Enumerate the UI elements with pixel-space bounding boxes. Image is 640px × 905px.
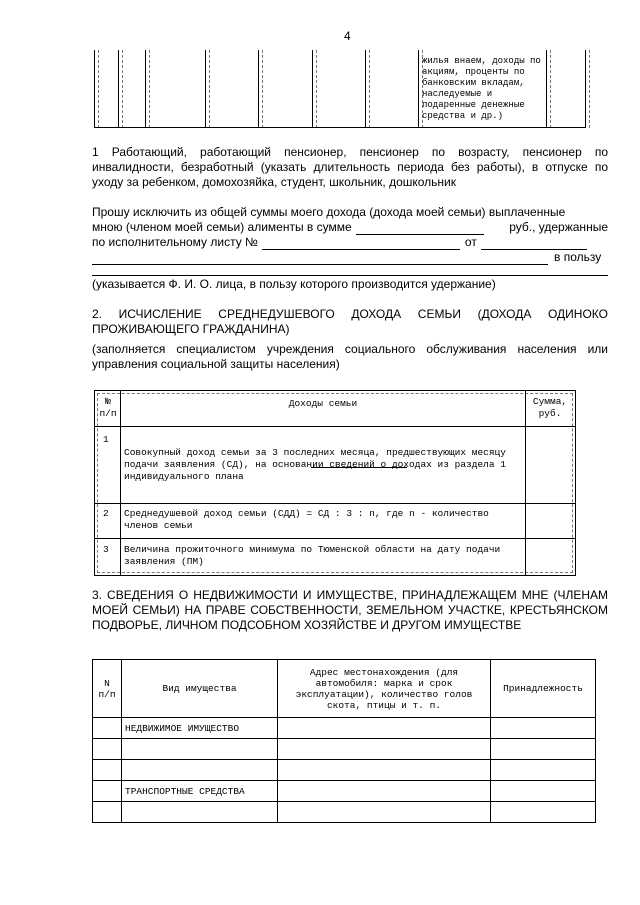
income-row-1-underline xyxy=(311,467,407,468)
income-row-1-text: Совокупный доход семьи за 3 последних месяца, предшествующих месяцу подачи заявления (СД), на основании сведений о доходах из раздела 1 индивидуального плана xyxy=(124,447,506,482)
property-row xyxy=(93,718,596,739)
footnote-text: 1 Работающий, работающий пенсионер, пенсионер по возрасту, пенсионер по инвалидности, безработный (указать длительность периода без работы), в отпуске по уходу за ребенком, домохозяйка, студент, школьник, дошкольник xyxy=(92,145,608,189)
property-row-kind: ТРАНСПОРТНЫЕ СРЕДСТВА xyxy=(122,781,278,802)
income-header-num: № п/п xyxy=(99,396,117,419)
property-row xyxy=(93,760,596,781)
recipient-note: (указывается Ф. И. О. лица, в пользу которого производится удержание) xyxy=(92,277,496,291)
property-row xyxy=(93,802,596,823)
income-row-2-num: 2 xyxy=(103,508,109,519)
income-row-2-sum[interactable] xyxy=(527,505,571,537)
alimony-amount-field[interactable] xyxy=(356,223,484,235)
property-header-num: N п/п xyxy=(93,660,122,718)
property-row xyxy=(93,739,596,760)
income-row-3-num: 3 xyxy=(103,544,109,555)
property-row-kind[interactable] xyxy=(122,802,278,823)
page-number: 4 xyxy=(344,29,351,43)
writ-number-field[interactable] xyxy=(262,238,460,250)
property-row-kind: НЕДВИЖИМОЕ ИМУЩЕСТВО xyxy=(122,718,278,739)
section2-title: 2. ИСЧИСЛЕНИЕ СРЕДНЕДУШЕВОГО ДОХОДА СЕМЬИ (ДОХОДА ОДИНОКО ПРОЖИВАЮЩЕГО ГРАЖДАНИНА) xyxy=(92,307,608,336)
recipient-field-1[interactable] xyxy=(92,253,548,265)
request-line-4: в пользу xyxy=(92,250,608,265)
income-row-3-text: Величина прожиточного минимума по Тюменской области на дату подачи заявления (ПМ) xyxy=(124,544,501,567)
income-header-income: Доходы семьи xyxy=(288,398,358,409)
income-row-1-sum[interactable] xyxy=(527,428,571,502)
property-header-address: Адрес местонахождения (для автомобиля: марка и срок эксплуатации), количество голов скота, птицы и т. п. xyxy=(278,660,491,718)
income-sources-text: жилья внаем, доходы по акциям, проценты по банковским вкладам, наследуемые и подаренные денежные средства и др.) xyxy=(422,56,541,121)
property-row-kind[interactable] xyxy=(122,760,278,781)
property-row xyxy=(93,781,596,802)
property-table xyxy=(92,659,596,823)
request-line-2: мною (членом моей семьи) алименты в сумме руб., удержанные xyxy=(92,220,608,234)
writ-date-field[interactable] xyxy=(481,238,587,250)
section3-title: 3. СВЕДЕНИЯ О НЕДВИЖИМОСТИ И ИМУЩЕСТВЕ, ПРИНАДЛЕЖАЩЕМ МНЕ (ЧЛЕНАМ МОЕЙ СЕМЬИ) НА ПРАВЕ СОБСТВЕННОСТИ, ЗЕМЕЛЬНОМ УЧАСТКЕ, КРЕСТЬЯНСКОМ ПОДВОРЬЕ, ЛИЧНОМ ПОДСОБНОМ ХОЗЯЙСТВЕ И ДРУГОМ ИМУЩЕСТВЕ xyxy=(92,588,608,632)
income-row-3-sum[interactable] xyxy=(527,540,571,572)
deduction-request xyxy=(92,205,608,291)
income-row-2-text: Среднедушевой доход семьи (СДД) = СД : 3 : n, где n - количество членов семьи xyxy=(124,508,489,531)
request-line-3: по исполнительному листу № от xyxy=(92,235,608,250)
income-row-1-num: 1 xyxy=(103,434,109,445)
property-header-owner: Принадлежность xyxy=(491,660,596,718)
recipient-field-2[interactable] xyxy=(92,275,608,276)
property-row-kind[interactable] xyxy=(122,739,278,760)
section2-subtitle: (заполняется специалистом учреждения социального обслуживания населения или управления социальной защиты населения) xyxy=(92,342,608,371)
request-line-1: Прошу исключить из общей суммы моего дохода (дохода моей семьи) выплаченные xyxy=(92,205,566,219)
property-header-kind: Вид имущества xyxy=(122,660,278,718)
income-header-sum: Сумма, руб. xyxy=(532,396,568,419)
